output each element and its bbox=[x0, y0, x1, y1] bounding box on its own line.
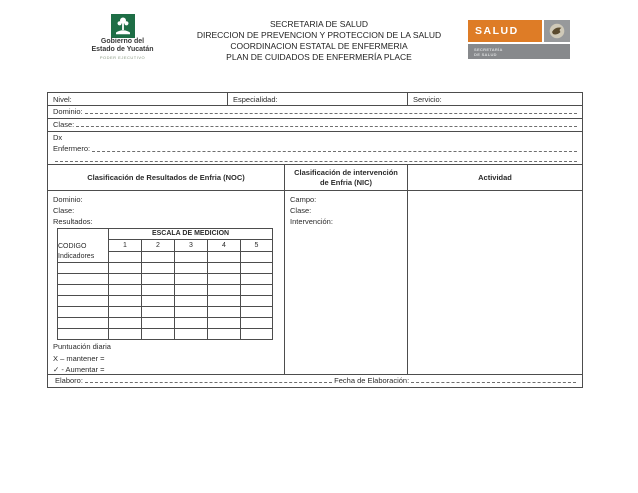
nic-header-cell bbox=[285, 165, 408, 190]
enfermero-label: Enfermero: bbox=[53, 144, 91, 153]
escala-empty-cell bbox=[241, 252, 273, 263]
clase-label: Clase: bbox=[53, 120, 75, 129]
dx-extra-line bbox=[53, 153, 579, 163]
escala-empty-cell bbox=[208, 296, 241, 307]
escala-empty-cell bbox=[58, 329, 109, 340]
enfermero-line bbox=[53, 143, 579, 153]
escala-empty-cell bbox=[142, 263, 175, 274]
escala-table-body bbox=[58, 229, 273, 340]
escala-empty-row bbox=[58, 263, 273, 274]
escala-empty-cell bbox=[58, 318, 109, 329]
especialidad-label: Especialidad: bbox=[233, 95, 278, 104]
escala-empty-cell bbox=[109, 307, 142, 318]
puntuacion-block bbox=[53, 341, 111, 376]
escala-empty-cell bbox=[109, 274, 142, 285]
elaboro-fill-line bbox=[85, 382, 332, 383]
escala-empty-row bbox=[58, 296, 273, 307]
nivel-label: Nivel: bbox=[53, 95, 72, 104]
noc-dominio-label: Dominio: bbox=[53, 195, 83, 204]
especialidad-field bbox=[228, 93, 408, 105]
salud-wordmark: SALUD bbox=[468, 20, 542, 42]
escala-empty-row bbox=[58, 329, 273, 340]
escala-empty-cell bbox=[109, 252, 142, 263]
nic-intervencion-label: Intervención: bbox=[290, 217, 333, 226]
escala-empty-cell bbox=[58, 285, 109, 296]
escala-empty-cell bbox=[109, 263, 142, 274]
actividad-cell bbox=[408, 191, 582, 374]
noc-resultados-label: Resultados: bbox=[53, 217, 93, 226]
escala-col-2: 2 bbox=[142, 240, 175, 252]
escala-empty-cell bbox=[175, 329, 208, 340]
escala-empty-cell bbox=[241, 329, 273, 340]
dx-enfermero-row bbox=[48, 132, 582, 165]
escala-empty-cell bbox=[142, 274, 175, 285]
codigo-label: CODIGO bbox=[58, 243, 87, 250]
escala-empty-cell bbox=[142, 329, 175, 340]
nic-clase-label: Clase: bbox=[290, 206, 312, 215]
escala-empty-cell bbox=[58, 307, 109, 318]
yucatan-gov-line2: Estado de Yucatán bbox=[91, 45, 154, 53]
escala-empty-cell bbox=[58, 263, 109, 274]
header-line-4: PLAN DE CUIDADOS DE ENFERMERÍA PLACE bbox=[226, 52, 412, 62]
escala-empty-cell bbox=[241, 263, 273, 274]
escala-col-3: 3 bbox=[175, 240, 208, 252]
escala-empty-cell bbox=[208, 252, 241, 263]
footer-row bbox=[48, 374, 582, 387]
puntuacion-line3: ✓ - Aumentar = bbox=[53, 365, 105, 374]
nic-header-line2: de Enfria (NIC) bbox=[319, 177, 373, 187]
noc-cell bbox=[48, 191, 285, 374]
escala-empty-cell bbox=[175, 318, 208, 329]
escala-empty-cell bbox=[175, 307, 208, 318]
classification-header-row bbox=[48, 165, 582, 191]
escala-empty-cell bbox=[142, 307, 175, 318]
actividad-header-cell: Actividad bbox=[478, 173, 512, 182]
escala-empty-cell bbox=[175, 274, 208, 285]
servicio-field bbox=[408, 93, 582, 105]
escala-title-row bbox=[58, 229, 273, 240]
nic-campo-label: Campo: bbox=[290, 195, 317, 204]
escala-table bbox=[57, 228, 273, 340]
header-line-2: DIRECCION DE PREVENCION Y PROTECCION DE LA SALUD bbox=[196, 30, 442, 40]
escala-empty-cell bbox=[109, 296, 142, 307]
escala-empty-cell bbox=[208, 274, 241, 285]
classification-body-row bbox=[48, 191, 582, 375]
yucatan-gov-line3: PODER EJECUTIVO bbox=[99, 55, 146, 60]
escala-empty-cell bbox=[175, 252, 208, 263]
dominio-field-row bbox=[48, 106, 582, 119]
escala-empty-cell bbox=[208, 285, 241, 296]
escala-empty-row bbox=[58, 318, 273, 329]
noc-clase-label: Clase: bbox=[53, 206, 75, 215]
escala-empty-cell bbox=[142, 285, 175, 296]
salud-band bbox=[468, 44, 570, 59]
escala-empty-cell bbox=[58, 274, 109, 285]
escala-empty-cell bbox=[109, 329, 142, 340]
clase-field-row bbox=[48, 119, 582, 132]
salud-band-line1: SECRETARÍA bbox=[474, 47, 503, 52]
escala-col-1: 1 bbox=[109, 240, 142, 252]
escala-empty-row bbox=[58, 274, 273, 285]
clase-fill-line bbox=[76, 126, 577, 127]
dominio-label: Dominio: bbox=[53, 107, 83, 116]
escala-empty-cell bbox=[241, 296, 273, 307]
servicio-label: Servicio: bbox=[413, 95, 442, 104]
elaboro-label: Elaboro: bbox=[55, 376, 83, 385]
puntuacion-line2: X – mantener = bbox=[53, 353, 105, 363]
escala-empty-cell bbox=[142, 252, 175, 263]
escala-empty-cell bbox=[208, 307, 241, 318]
escala-col-4: 4 bbox=[208, 240, 241, 252]
escala-empty-cell bbox=[142, 296, 175, 307]
escala-empty-cell bbox=[142, 318, 175, 329]
escala-empty-cell bbox=[175, 285, 208, 296]
fecha-fill-line bbox=[411, 382, 576, 383]
escala-empty-cell bbox=[241, 318, 273, 329]
dx-fill-line-2 bbox=[55, 161, 577, 162]
eagle-emblem-icon bbox=[544, 20, 570, 42]
top-fields-row bbox=[48, 93, 582, 106]
place-form bbox=[47, 92, 583, 388]
escala-empty-cell bbox=[208, 329, 241, 340]
nivel-field bbox=[48, 93, 228, 105]
escala-empty-cell bbox=[109, 318, 142, 329]
salud-logo bbox=[468, 20, 570, 60]
salud-band-line2: DE SALUD bbox=[474, 52, 497, 57]
dx-label: Dx bbox=[53, 133, 63, 142]
enfermero-fill-line bbox=[92, 151, 577, 152]
escala-empty-cell bbox=[175, 296, 208, 307]
noc-header-cell: Clasificación de Resultados de Enfria (NOC) bbox=[48, 165, 285, 190]
nic-cell bbox=[285, 191, 408, 374]
header-line-3: COORDINACION ESTATAL DE ENFERMERIA bbox=[230, 41, 408, 51]
escala-empty-cell bbox=[241, 307, 273, 318]
header-line-1: SECRETARIA DE SALUD bbox=[269, 19, 369, 29]
escala-empty-cell bbox=[175, 263, 208, 274]
escala-title-cell: ESCALA DE MEDICION bbox=[109, 229, 273, 240]
escala-empty-cell bbox=[109, 285, 142, 296]
escala-empty-row bbox=[58, 285, 273, 296]
codigo-cell bbox=[58, 229, 109, 263]
escala-empty-cell bbox=[58, 296, 109, 307]
escala-empty-row bbox=[58, 307, 273, 318]
fecha-label: Fecha de Elaboración: bbox=[334, 376, 410, 385]
escala-empty-cell bbox=[241, 274, 273, 285]
indicadores-label: Indicadores bbox=[58, 253, 95, 260]
puntuacion-line1: Puntuación diaria bbox=[53, 342, 111, 351]
escala-empty-cell bbox=[208, 318, 241, 329]
nic-header-line1: Clasificación de intervención bbox=[294, 168, 398, 177]
escala-col-5: 5 bbox=[241, 240, 273, 252]
escala-empty-cell bbox=[208, 263, 241, 274]
escala-empty-cell bbox=[241, 285, 273, 296]
dominio-fill-line bbox=[85, 113, 577, 114]
yucatan-gov-line1: Gobierno del bbox=[100, 38, 145, 45]
